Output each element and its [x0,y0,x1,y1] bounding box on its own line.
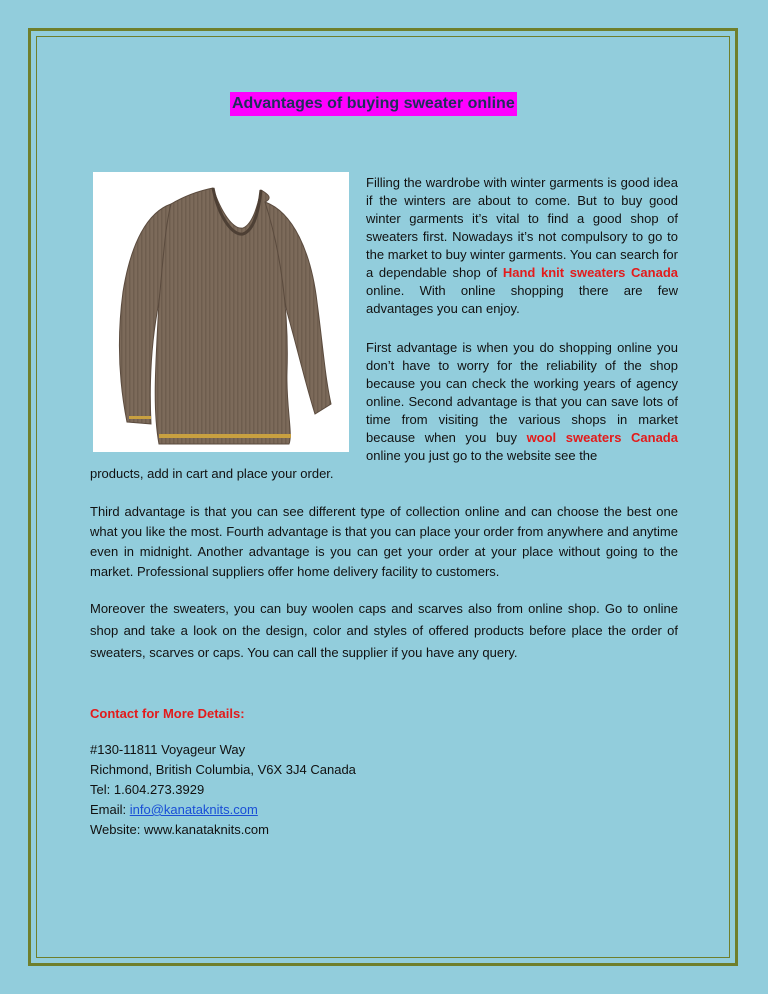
sweater-photo [93,172,349,452]
address-line-2: Richmond, British Columbia, V6X 3J4 Canada [90,762,356,777]
contact-heading: Contact for More Details: [90,706,245,721]
email-line [90,800,258,820]
paragraph-advantages-2: Third advantage is that you can see different type of collection online and can choose the best one what you like the most. Fourth advantage is that you can place your order from anywhere and anytime even in midnight. Another advantage is you can get your order at your place without going to the market. Professional suppliers offer home delivery facility to customers. [90,504,678,579]
paragraph-intro-text-2: online. With online shopping there are few advantages you can enjoy. [366,283,678,316]
paragraph-advantages-1 [366,339,678,465]
paragraph-advantages-1-text-2: online you just go to the website see the [366,448,598,463]
email-link[interactable]: info@kanataknits.com [129,802,258,817]
address-line-1: #130-11811 Voyageur Way [90,742,246,757]
sweater-image [93,172,349,452]
paragraph-intro [366,174,678,318]
hand-knit-sweaters-link[interactable]: Hand knit sweaters Canada [502,265,678,280]
paragraph-other-products: Moreover the sweaters, you can buy woolen caps and scarves also from online shop. Go to online shop and take a look on the design, color and styles of offered products before place the order of sweaters, scarves or caps. You can call the supplier if you have any query. [90,601,678,660]
paragraph-intro-text-1: Filling the wardrobe with winter garments is good idea if the winters are about to come. But to buy good winter garments it’s vital to find a good shop of sweaters first. Nowadays it’s not compulsory to go to the market to buy winter garments. You can search for a dependable shop of [366,175,678,280]
paragraph-advantages-1-text-1: First advantage is when you do shopping online you don’t have to worry for the reliability of the shop because you can check the working years of agency online. Second advantage is that you can save lots of time from visiting the various shops in market because when you buy [366,340,678,445]
page-title: Advantages of buying sweater online [230,92,517,116]
paragraph-advantages-1-tail: products, add in cart and place your order. [90,466,334,481]
email-label: Email: [90,802,130,817]
website: Website: www.kanataknits.com [90,822,269,837]
wool-sweaters-link[interactable]: wool sweaters Canada [526,430,678,445]
telephone: Tel: 1.604.273.3929 [90,782,205,797]
